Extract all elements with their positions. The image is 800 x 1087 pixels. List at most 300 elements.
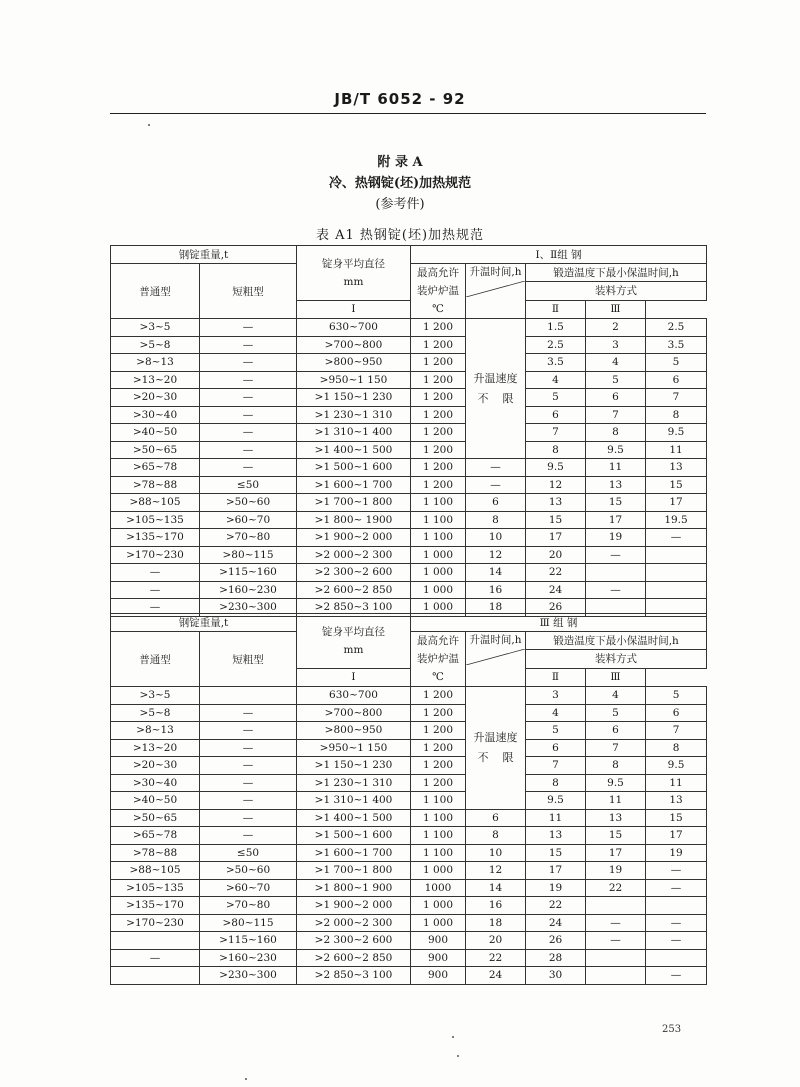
- table-cell: —: [646, 529, 707, 547]
- table-cell: >1 900~2 000: [297, 529, 411, 547]
- table-cell: 1 200: [411, 687, 466, 705]
- table-cell: 3.5: [646, 336, 707, 354]
- table-cell: —: [466, 476, 526, 494]
- diameter-header: 锭身平均直径 mm: [297, 246, 411, 301]
- table-cell: —: [646, 914, 707, 932]
- table-cell: —: [586, 581, 646, 599]
- table-row: [111, 879, 707, 897]
- table-cell: 5: [526, 722, 586, 740]
- mode-3-header: Ⅲ: [586, 300, 646, 318]
- loading-mode-header: 装料方式: [526, 282, 707, 300]
- table-cell: >88~105: [111, 494, 200, 512]
- table-cell: 2: [586, 319, 646, 337]
- table-cell: 17: [586, 511, 646, 529]
- table-cell: —: [646, 879, 707, 897]
- table-cell: 4: [586, 354, 646, 372]
- table-cell: 15: [646, 476, 707, 494]
- table-cell: 19: [646, 844, 707, 862]
- table-cell: >1 310~1 400: [297, 792, 411, 810]
- table-cell: 1 200: [411, 319, 466, 337]
- table-row: [111, 459, 707, 477]
- table-cell: 11: [586, 459, 646, 477]
- steel-group-header: Ⅲ 组 钢: [411, 614, 707, 632]
- table-row: [111, 494, 707, 512]
- table-cell: 6: [526, 406, 586, 424]
- table-cell: —: [200, 336, 297, 354]
- heating-table-group-1: [110, 245, 707, 617]
- table-cell: >1 230~1 310: [297, 406, 411, 424]
- table-cell: 22: [466, 949, 526, 967]
- table-row: [111, 354, 707, 372]
- table-cell: >30~40: [111, 406, 200, 424]
- steel-group-header: Ⅰ、Ⅱ组 钢: [411, 246, 707, 264]
- table-cell: >230~300: [200, 599, 297, 617]
- table-cell: —: [200, 722, 297, 740]
- table-cell: 18: [466, 914, 526, 932]
- table-cell: 7: [586, 739, 646, 757]
- table-cell: 9.5: [526, 792, 586, 810]
- table-cell: 8: [466, 511, 526, 529]
- table-cell: 1 000: [411, 862, 466, 880]
- table-cell: 13: [586, 476, 646, 494]
- table-cell: 17: [646, 494, 707, 512]
- table-row: [111, 792, 707, 810]
- table-cell: 11: [526, 809, 586, 827]
- table-cell: >950~1 150: [297, 371, 411, 389]
- table-row: [111, 336, 707, 354]
- table-cell: 1 000: [411, 546, 466, 564]
- table-cell: 1 200: [411, 424, 466, 442]
- table-cell: [586, 897, 646, 915]
- table-cell: 1 000: [411, 599, 466, 617]
- table-cell: 8: [466, 827, 526, 845]
- table-cell: 15: [586, 827, 646, 845]
- table-cell: 14: [466, 879, 526, 897]
- table-cell: —: [200, 459, 297, 477]
- table-cell: 2.5: [526, 336, 586, 354]
- table-cell: 13: [526, 494, 586, 512]
- table-cell: >78~88: [111, 476, 200, 494]
- max-temp-header: 最高允许 装炉炉温 ℃: [411, 632, 466, 687]
- table-cell: 1 000: [411, 897, 466, 915]
- table-cell: —: [200, 441, 297, 459]
- table-cell: 5: [586, 371, 646, 389]
- table-cell: >115~160: [200, 564, 297, 582]
- table-cell: —: [200, 704, 297, 722]
- table-cell: >160~230: [200, 949, 297, 967]
- diagonal-line: [466, 281, 525, 297]
- table-cell: 19: [586, 862, 646, 880]
- table-cell: 9.5: [646, 424, 707, 442]
- table-cell: >80~115: [200, 546, 297, 564]
- table-cell: >800~950: [297, 722, 411, 740]
- table-cell: [586, 967, 646, 985]
- weight-header: 钢锭重量,t: [111, 246, 297, 264]
- table-cell: 15: [526, 511, 586, 529]
- table-cell: —: [200, 354, 297, 372]
- table-cell: 24: [466, 967, 526, 985]
- table-cell: 900: [411, 949, 466, 967]
- table-cell: 14: [466, 564, 526, 582]
- table-cell: >1 500~1 600: [297, 827, 411, 845]
- table-cell: 5: [586, 704, 646, 722]
- short-type-header: 短粗型: [200, 632, 297, 687]
- table-row: [111, 809, 707, 827]
- table-cell: >1 900~2 000: [297, 897, 411, 915]
- table-cell: —: [466, 459, 526, 477]
- table-cell: >20~30: [111, 389, 200, 407]
- table-cell: >1 400~1 500: [297, 809, 411, 827]
- table-cell: 1 200: [411, 336, 466, 354]
- mode-1-header: Ⅰ: [297, 668, 411, 686]
- table-cell: 12: [466, 862, 526, 880]
- scan-speck: [148, 124, 150, 126]
- table-cell: >2 000~2 300: [297, 914, 411, 932]
- table-cell: —: [111, 599, 200, 617]
- table-row: [111, 862, 707, 880]
- table-cell: 1 000: [411, 914, 466, 932]
- table-cell: 7: [586, 406, 646, 424]
- table-cell: 19: [526, 879, 586, 897]
- table-cell: >20~30: [111, 757, 200, 775]
- table-cell: >1 150~1 230: [297, 757, 411, 775]
- table-cell: >50~65: [111, 809, 200, 827]
- table-cell: >1 700~1 800: [297, 494, 411, 512]
- table-cell: 15: [586, 494, 646, 512]
- table-cell: 6: [586, 722, 646, 740]
- table-cell: 12: [466, 546, 526, 564]
- table-cell: >3~5: [111, 319, 200, 337]
- table-cell: —: [200, 319, 297, 337]
- table-cell: >88~105: [111, 862, 200, 880]
- table-cell: >800~950: [297, 354, 411, 372]
- table-cell: 1 200: [411, 406, 466, 424]
- appendix-title: 冷、热钢锭(坯)加热规范: [328, 176, 472, 191]
- table-cell: 900: [411, 967, 466, 985]
- appendix-note: (参考件): [375, 197, 425, 212]
- table-cell: 6: [646, 371, 707, 389]
- table-cell: 7: [646, 722, 707, 740]
- table-cell: 7: [526, 757, 586, 775]
- table-cell: 13: [646, 792, 707, 810]
- table-cell: 15: [646, 809, 707, 827]
- table-caption: 表 A1 热钢锭(坯)加热规范: [315, 228, 485, 243]
- table-cell: >1 700~1 800: [297, 862, 411, 880]
- max-temp-header: 最高允许 装炉炉温 ℃: [411, 264, 466, 319]
- table-cell: >170~230: [111, 546, 200, 564]
- table-cell: 8: [646, 406, 707, 424]
- table-cell: 19: [586, 529, 646, 547]
- table-cell: 1 200: [411, 704, 466, 722]
- table-cell: >2 850~3 100: [297, 599, 411, 617]
- table-cell: 22: [586, 879, 646, 897]
- table-cell: —: [586, 546, 646, 564]
- table-cell: >135~170: [111, 897, 200, 915]
- table-cell: 900: [411, 932, 466, 950]
- table-row: [111, 914, 707, 932]
- table-cell: 1 100: [411, 844, 466, 862]
- table-cell: —: [200, 792, 297, 810]
- table-cell: 8: [586, 424, 646, 442]
- scan-speck: [452, 1036, 454, 1038]
- table-cell: 10: [466, 844, 526, 862]
- table-cell: >60~70: [200, 511, 297, 529]
- table-cell: 11: [646, 774, 707, 792]
- table-cell: [586, 949, 646, 967]
- mode-2-header: Ⅱ: [526, 300, 586, 318]
- table-cell: [646, 581, 707, 599]
- table-cell: 9.5: [526, 459, 586, 477]
- table-cell: —: [200, 827, 297, 845]
- table-cell: 20: [466, 932, 526, 950]
- table-cell: >80~115: [200, 914, 297, 932]
- table-cell: 4: [526, 704, 586, 722]
- diameter-header: 锭身平均直径 mm: [297, 614, 411, 669]
- table-cell: >1 400~1 500: [297, 441, 411, 459]
- table-row: [111, 581, 707, 599]
- table-cell: 8: [526, 441, 586, 459]
- table-cell: 6: [526, 739, 586, 757]
- table-cell: >5~8: [111, 704, 200, 722]
- table-cell: >65~78: [111, 827, 200, 845]
- table-cell: —: [111, 564, 200, 582]
- table-cell: >135~170: [111, 529, 200, 547]
- table-cell: 17: [646, 827, 707, 845]
- table-cell: 630~700: [297, 687, 411, 705]
- table-row: [111, 757, 707, 775]
- table-cell: >1 800~ 1900: [297, 511, 411, 529]
- table-cell: 16: [466, 581, 526, 599]
- table-cell: [200, 687, 297, 705]
- table-cell: —: [200, 757, 297, 775]
- table-row: [111, 739, 707, 757]
- table-cell: >2 300~2 600: [297, 564, 411, 582]
- table-cell: >30~40: [111, 774, 200, 792]
- table-row: [111, 967, 707, 985]
- table-cell: 1 100: [411, 809, 466, 827]
- table-cell: 8: [526, 774, 586, 792]
- table-cell: 26: [526, 599, 586, 617]
- table-cell: >78~88: [111, 844, 200, 862]
- table-cell: ≤50: [200, 844, 297, 862]
- mode-1-header: Ⅰ: [297, 300, 411, 318]
- table-row: [111, 827, 707, 845]
- table-cell: >230~300: [200, 967, 297, 985]
- table-cell: >1 600~1 700: [297, 844, 411, 862]
- holding-time-header: 锻造温度下最小保温时间,h: [526, 632, 707, 650]
- normal-type-header: 普通型: [111, 632, 200, 687]
- table-cell: 9.5: [586, 774, 646, 792]
- table-cell: —: [200, 739, 297, 757]
- table-cell: >1 150~1 230: [297, 389, 411, 407]
- table-cell: 1 200: [411, 441, 466, 459]
- appendix-label: 附 录 A: [377, 155, 423, 170]
- mode-2-header: Ⅱ: [526, 668, 586, 686]
- table-cell: 1 200: [411, 371, 466, 389]
- table-row: [111, 441, 707, 459]
- heat-time-header: 升温时间,h: [466, 264, 526, 319]
- table-row: [111, 406, 707, 424]
- table-cell: >50~60: [200, 494, 297, 512]
- table-cell: 8: [586, 757, 646, 775]
- table-cell: 16: [466, 897, 526, 915]
- table-cell: 8: [646, 739, 707, 757]
- table-cell: >40~50: [111, 424, 200, 442]
- table-cell: >13~20: [111, 371, 200, 389]
- table-cell: [646, 546, 707, 564]
- table-cell: 1 000: [411, 564, 466, 582]
- table-cell: 19.5: [646, 511, 707, 529]
- table-cell: >115~160: [200, 932, 297, 950]
- table-cell: >160~230: [200, 581, 297, 599]
- table-cell: 4: [526, 371, 586, 389]
- table-cell: 15: [526, 844, 586, 862]
- table-cell: >950~1 150: [297, 739, 411, 757]
- table-cell: 1 200: [411, 722, 466, 740]
- merged-heating-rate-cell: 升温速度 不 限: [466, 319, 526, 459]
- table-cell: 30: [526, 967, 586, 985]
- table-cell: 12: [526, 476, 586, 494]
- short-type-header: 短粗型: [200, 264, 297, 319]
- table-cell: 1 200: [411, 459, 466, 477]
- document-code-header: JB/T 6052 - 92: [334, 90, 466, 108]
- heating-table-group-3: [110, 613, 707, 985]
- table-cell: >105~135: [111, 511, 200, 529]
- table-cell: >2 000~2 300: [297, 546, 411, 564]
- table-row: [111, 844, 707, 862]
- table-cell: —: [646, 862, 707, 880]
- table-cell: >3~5: [111, 687, 200, 705]
- heat-time-header: 升温时间,h: [466, 632, 526, 687]
- table-cell: 1 200: [411, 757, 466, 775]
- table-row: [111, 529, 707, 547]
- scan-speck: [457, 1055, 459, 1057]
- table-cell: 18: [466, 599, 526, 617]
- table-cell: 1 100: [411, 827, 466, 845]
- table-cell: 1 100: [411, 792, 466, 810]
- table-cell: >1 230~1 310: [297, 774, 411, 792]
- table-cell: 6: [466, 809, 526, 827]
- table-cell: >2 600~2 850: [297, 581, 411, 599]
- table-cell: —: [200, 809, 297, 827]
- table-cell: >50~65: [111, 441, 200, 459]
- table-cell: >170~230: [111, 914, 200, 932]
- table-cell: —: [586, 914, 646, 932]
- table-cell: —: [586, 932, 646, 950]
- table-cell: ≤50: [200, 476, 297, 494]
- table-cell: 6: [646, 704, 707, 722]
- merged-heating-rate-cell: 升温速度 不 限: [466, 687, 526, 810]
- table-cell: 1 200: [411, 354, 466, 372]
- table-cell: 1 200: [411, 774, 466, 792]
- table-cell: 24: [526, 581, 586, 599]
- table-cell: 3: [526, 687, 586, 705]
- table-cell: 10: [466, 529, 526, 547]
- table-cell: 26: [526, 932, 586, 950]
- table-cell: —: [200, 424, 297, 442]
- table-cell: 3.5: [526, 354, 586, 372]
- table-cell: [586, 564, 646, 582]
- table-cell: 13: [586, 809, 646, 827]
- table-cell: —: [111, 949, 200, 967]
- table-cell: 17: [586, 844, 646, 862]
- table-cell: 11: [646, 441, 707, 459]
- table-cell: 1.5: [526, 319, 586, 337]
- table-row: [111, 389, 707, 407]
- table-cell: 17: [526, 862, 586, 880]
- table-cell: >40~50: [111, 792, 200, 810]
- table-cell: —: [200, 406, 297, 424]
- table-row: [111, 319, 707, 337]
- table-cell: 22: [526, 564, 586, 582]
- table-cell: 1 200: [411, 476, 466, 494]
- table-cell: 7: [526, 424, 586, 442]
- table-cell: 1 100: [411, 494, 466, 512]
- table-row: [111, 722, 707, 740]
- table-cell: —: [111, 581, 200, 599]
- table-cell: [111, 932, 200, 950]
- table-row: [111, 949, 707, 967]
- scan-speck: [245, 1078, 247, 1080]
- header-rule: [110, 113, 706, 114]
- table-cell: 13: [526, 827, 586, 845]
- table-cell: 1000: [411, 879, 466, 897]
- table-row: [111, 424, 707, 442]
- table-cell: —: [200, 371, 297, 389]
- table-cell: 5: [646, 687, 707, 705]
- mode-3-header: Ⅲ: [586, 668, 646, 686]
- holding-time-header: 锻造温度下最小保温时间,h: [526, 264, 707, 282]
- diagonal-line: [466, 649, 525, 665]
- table-cell: 11: [586, 792, 646, 810]
- table-cell: 1 000: [411, 581, 466, 599]
- table-cell: 6: [586, 389, 646, 407]
- table-row: [111, 546, 707, 564]
- table-cell: 4: [586, 687, 646, 705]
- table-cell: 9.5: [646, 757, 707, 775]
- table-cell: >65~78: [111, 459, 200, 477]
- table-cell: —: [200, 774, 297, 792]
- table-cell: 20: [526, 546, 586, 564]
- table-cell: 1 200: [411, 389, 466, 407]
- loading-mode-header: 装料方式: [526, 650, 707, 668]
- table-cell: >60~70: [200, 879, 297, 897]
- table-row: [111, 371, 707, 389]
- table-cell: >70~80: [200, 897, 297, 915]
- table-row: [111, 704, 707, 722]
- table-cell: >5~8: [111, 336, 200, 354]
- table-cell: 7: [646, 389, 707, 407]
- table-cell: >105~135: [111, 879, 200, 897]
- table-cell: [111, 967, 200, 985]
- table-cell: >1 500~1 600: [297, 459, 411, 477]
- table-cell: 6: [466, 494, 526, 512]
- table-cell: 630~700: [297, 319, 411, 337]
- table-cell: 1 200: [411, 739, 466, 757]
- table-row: [111, 932, 707, 950]
- table-row: [111, 564, 707, 582]
- weight-header: 钢锭重量,t: [111, 614, 297, 632]
- table-cell: 1 100: [411, 511, 466, 529]
- table-cell: >2 850~3 100: [297, 967, 411, 985]
- table-row: [111, 897, 707, 915]
- page-number: 253: [662, 1024, 682, 1035]
- table-cell: >2 300~2 600: [297, 932, 411, 950]
- table-row: [111, 687, 707, 705]
- table-cell: >1 600~1 700: [297, 476, 411, 494]
- table-cell: —: [200, 389, 297, 407]
- table-cell: 1 100: [411, 529, 466, 547]
